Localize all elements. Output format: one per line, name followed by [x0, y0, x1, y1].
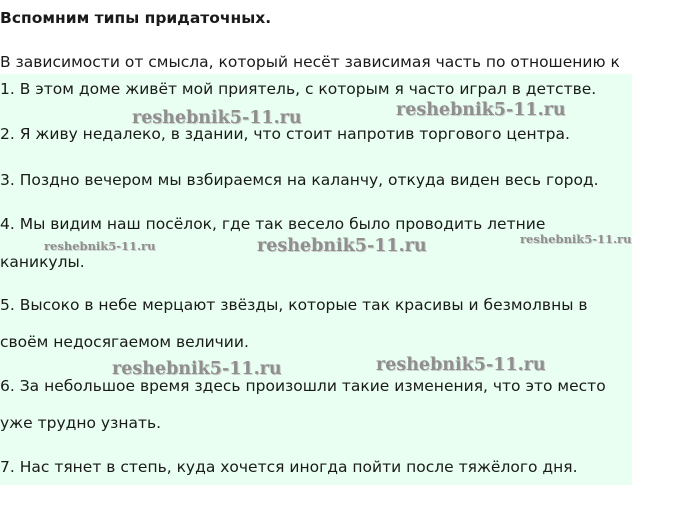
sentence-1: 1. В этом доме живёт мой приятель, с которым я часто играл в детстве. — [0, 80, 597, 98]
intro-text: В зависимости от смысла, который несёт зависимая часть по отношению к — [0, 53, 620, 71]
watermark: reshebnik5-11.ru — [257, 236, 427, 256]
page-heading: Вспомним типы придаточных. — [0, 9, 272, 27]
watermark: reshebnik5-11.ru — [520, 232, 632, 246]
sentence-6: 6. За небольшое время здесь произошли такие изменения, что это место — [0, 377, 606, 395]
watermark: reshebnik5-11.ru — [112, 359, 282, 379]
sentence-5-continued: своём недосягаемом величии. — [0, 333, 249, 351]
watermark: reshebnik5-11.ru — [376, 355, 546, 375]
watermark: reshebnik5-11.ru — [132, 108, 302, 128]
watermark: reshebnik5-11.ru — [396, 100, 566, 120]
sentence-2: 2. Я живу недалеко, в здании, что стоит напротив торгового центра. — [0, 125, 570, 143]
sentence-5: 5. Высоко в небе мерцают звёзды, которые так красивы и безмолвны в — [0, 296, 588, 314]
watermark: reshebnik5-11.ru — [44, 239, 156, 253]
sentence-7: 7. Нас тянет в степь, куда хочется иногда пойти после тяжёлого дня. — [0, 458, 578, 476]
sentence-4: 4. Мы видим наш посёлок, где так весело было проводить летние — [0, 215, 546, 233]
sentence-4-continued: каникулы. — [0, 253, 85, 271]
sentence-6-continued: уже трудно узнать. — [0, 414, 162, 432]
sentence-3: 3. Поздно вечером мы взбираемся на каланчу, откуда виден весь город. — [0, 171, 599, 189]
